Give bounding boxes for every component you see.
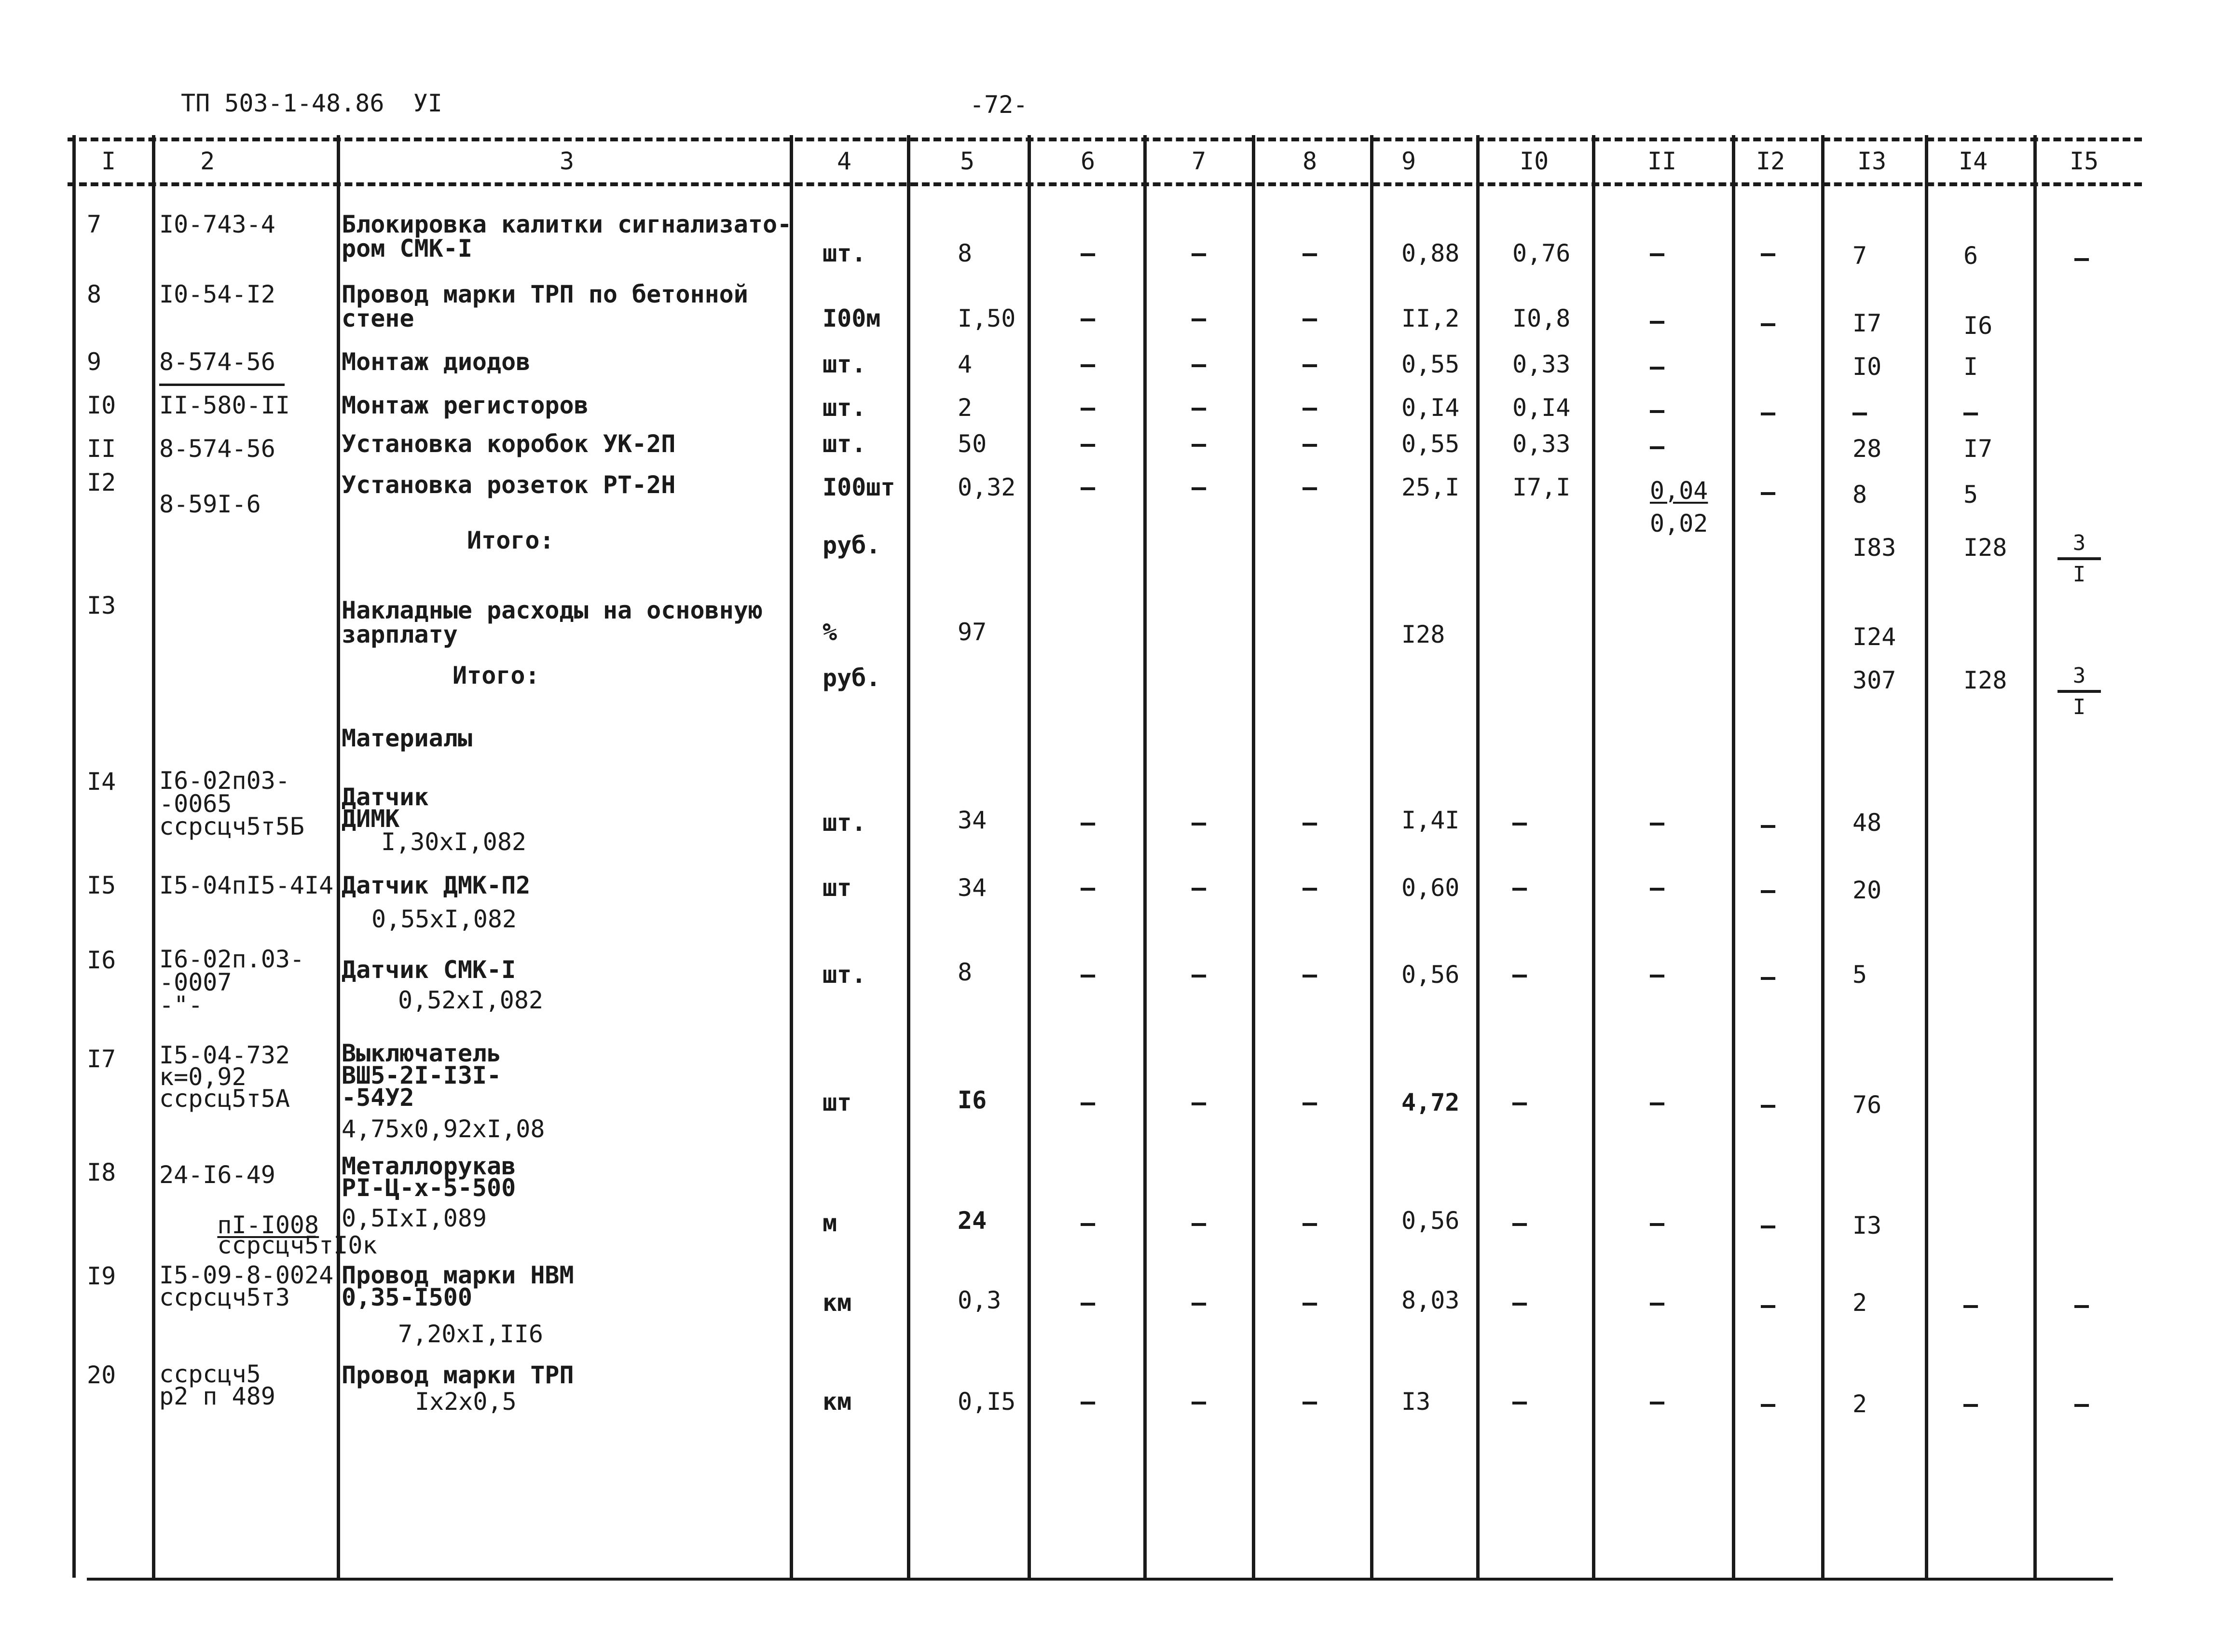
code-underline [159, 384, 285, 386]
cell-c11: – [1650, 353, 1665, 381]
cell-c13: I24 [1852, 623, 1896, 651]
cell-c11: – [1650, 961, 1665, 989]
row-number: I3 [87, 592, 116, 620]
col-line-7 [1252, 135, 1255, 1578]
column-header: 7 [1192, 147, 1207, 175]
fraction-top: 3 [2072, 531, 2086, 555]
unit: шт. [823, 430, 866, 458]
cell-c9: 0,55 [1401, 430, 1460, 458]
cell-c6: – [1081, 1388, 1096, 1416]
unit: % [823, 618, 837, 646]
cell-c6: – [1081, 874, 1096, 902]
cell-c10: – [1512, 1209, 1527, 1237]
cell-c6: – [1081, 809, 1096, 837]
cell-c15: – [2074, 244, 2089, 272]
cell-c10: 0,33 [1512, 430, 1571, 458]
norm-code: I0-54-I2 [159, 280, 275, 308]
row-number: II [87, 435, 116, 463]
quantity: I,50 [958, 304, 1016, 332]
column-header: I4 [1959, 147, 1988, 175]
cell-c8: – [1303, 1388, 1317, 1416]
column-header: II [1647, 147, 1677, 175]
norm-code: 8-574-56 [159, 435, 275, 463]
quantity: 2 [958, 394, 973, 422]
norm-code: 24-I6-49 [159, 1161, 275, 1189]
work-name: Провод марки НВМ 0,35-I500 [342, 1261, 574, 1311]
row-number: 8 [87, 280, 102, 308]
cell-c9: 0,I4 [1401, 394, 1460, 422]
col-line-9 [1476, 135, 1480, 1578]
cell-c9: 4,72 [1401, 1088, 1460, 1116]
cell-c7: – [1192, 350, 1207, 378]
col-line-8 [1370, 135, 1373, 1578]
work-name: Провод марки ТРП [342, 1361, 574, 1389]
column-header: 2 [200, 147, 215, 175]
norm-code: I0-743-4 [159, 210, 275, 238]
cell-c14: I28 [1963, 666, 2007, 694]
quantity: 50 [958, 430, 987, 458]
cell-c11: – [1650, 432, 1665, 460]
row-number: I2 [87, 468, 116, 496]
quantity: 24 [958, 1207, 987, 1235]
cell-c8: – [1303, 430, 1317, 458]
cell-c12: – [1761, 1291, 1776, 1319]
cell-c13: I83 [1852, 534, 1896, 562]
cell-c6: – [1081, 350, 1096, 378]
quantity: I6 [958, 1086, 987, 1114]
work-name-detail: 0,52хI,082 [398, 986, 544, 1014]
norm-code: I5-04-732 к=0,92 ссрсц5т5А [159, 1041, 290, 1113]
cell-c12: – [1761, 399, 1776, 427]
cell-c6: – [1081, 394, 1096, 422]
cell-c13: 7 [1852, 242, 1867, 270]
cell-c14: – [1963, 1291, 1978, 1319]
cell-c11-fraction-top: 0,04 [1650, 477, 1708, 505]
cell-c7: – [1192, 1388, 1207, 1416]
cell-c9: 25,I [1401, 473, 1460, 501]
cell-c7: – [1192, 304, 1207, 332]
quantity: 0,32 [958, 473, 1016, 501]
cell-c14: – [1963, 399, 1978, 427]
cell-c10: – [1512, 1289, 1527, 1317]
cell-c9: 0,88 [1401, 239, 1460, 267]
cell-c12: – [1761, 239, 1776, 267]
row-number: I5 [87, 871, 116, 899]
cell-c9: 0,56 [1401, 961, 1460, 989]
row-number: I7 [87, 1045, 116, 1073]
cell-c13: 20 [1852, 876, 1882, 904]
col-line-4 [907, 135, 910, 1578]
cell-c10: I0,8 [1512, 304, 1571, 332]
fraction-line [2057, 557, 2101, 560]
work-name: Блокировка калитки сигнализато- ром СМК-I [342, 210, 792, 262]
cell-c11: – [1650, 1289, 1665, 1317]
column-header: I2 [1756, 147, 1785, 175]
cell-c13: I0 [1852, 353, 1882, 381]
cell-c12: – [1761, 1211, 1776, 1239]
column-header: 6 [1081, 147, 1096, 175]
cell-c9: II,2 [1401, 304, 1460, 332]
cell-c14: – [1963, 1390, 1978, 1418]
cell-c15-fraction [2057, 663, 2101, 719]
column-header: I [101, 147, 116, 175]
cell-c6: – [1081, 1209, 1096, 1237]
column-header: I0 [1520, 147, 1549, 175]
row-number: I9 [87, 1262, 116, 1290]
quantity: 34 [958, 806, 987, 834]
norm-code: I5-09-8-0024 ссрсцч5т3 [159, 1261, 334, 1311]
price-code-top: пI-I008 [217, 1211, 319, 1239]
cell-c13: 8 [1852, 481, 1867, 509]
section-heading: Материалы [342, 724, 472, 752]
cell-c10: I7,I [1512, 473, 1571, 501]
norm-code: I5-04пI5-4I4 [159, 871, 334, 899]
cell-c7: – [1192, 961, 1207, 989]
cell-c12: – [1761, 811, 1776, 839]
cell-c14: 6 [1963, 242, 1978, 270]
table-bottom-rule [87, 1578, 2113, 1581]
cell-c13: I3 [1852, 1211, 1882, 1239]
norm-code: 8-574-56 [159, 348, 275, 376]
cell-c8: – [1303, 1088, 1317, 1116]
cell-c13: – [1852, 399, 1867, 427]
cell-c14: I7 [1963, 435, 1993, 463]
cell-c12: – [1761, 876, 1776, 904]
norm-code: II-580-II [159, 391, 290, 419]
work-name: Датчик ДМК-П2 [342, 871, 531, 899]
norm-code: ссрсцч5 р2 п 489 [159, 1360, 275, 1410]
page-number: -72- [970, 91, 1028, 119]
work-name: Накладные расходы на основную зарплату [342, 596, 763, 648]
cell-c8: – [1303, 304, 1317, 332]
document-code: ТП 503-1-48.86 УI [181, 89, 442, 117]
cell-c11: – [1650, 396, 1665, 424]
fraction-bottom: I [2072, 562, 2086, 587]
cell-c10: – [1512, 961, 1527, 989]
unit: шт. [823, 809, 866, 837]
col-line-1 [152, 135, 155, 1578]
unit: I00м [823, 304, 881, 332]
subtotal-label: Итого: [467, 526, 554, 554]
cell-c8: – [1303, 961, 1317, 989]
column-header: 4 [837, 147, 852, 175]
col-line-12 [1821, 135, 1824, 1578]
cell-c13: 2 [1852, 1289, 1867, 1317]
unit: шт. [823, 961, 866, 989]
cell-c10: – [1512, 1088, 1527, 1116]
cell-c9: 0,60 [1401, 874, 1460, 902]
cell-c9: 0,56 [1401, 1207, 1460, 1235]
cell-c9: I28 [1401, 620, 1445, 648]
norm-code: I6-02п03- -0065 ссрсцч5т5Б [159, 767, 305, 840]
cell-c10: 0,76 [1512, 239, 1571, 267]
work-name-detail: 4,75х0,92хI,08 [342, 1115, 545, 1143]
cell-c12: – [1761, 1390, 1776, 1418]
unit: км [823, 1289, 852, 1317]
unit: шт [823, 874, 852, 902]
cell-c13: I7 [1852, 309, 1882, 337]
cell-c11: – [1650, 239, 1665, 267]
cell-c11: – [1650, 874, 1665, 902]
quantity: 97 [958, 618, 987, 646]
quantity: 0,I5 [958, 1388, 1016, 1416]
cell-c8: – [1303, 1209, 1317, 1237]
quantity: 34 [958, 874, 987, 902]
cell-c13: 5 [1852, 961, 1867, 989]
cell-c6: – [1081, 239, 1096, 267]
cell-c6: – [1081, 473, 1096, 501]
cell-c8: – [1303, 350, 1317, 378]
col-line-13 [1925, 135, 1928, 1578]
cell-c7: – [1192, 1088, 1207, 1116]
unit: км [823, 1388, 852, 1416]
cell-c15-fraction [2057, 531, 2101, 587]
cell-c15: – [2074, 1291, 2089, 1319]
cell-c7: – [1192, 473, 1207, 501]
cell-c10: 0,I4 [1512, 394, 1571, 422]
cell-c7: – [1192, 809, 1207, 837]
row-number: 7 [87, 210, 102, 238]
col-line-0 [72, 135, 76, 1578]
work-name: Выключатель ВШ5-2I-I3I- -54У2 [342, 1039, 502, 1112]
cell-c12: – [1761, 1091, 1776, 1119]
cell-c8: – [1303, 1289, 1317, 1317]
cell-c13: 28 [1852, 435, 1882, 463]
row-number: I8 [87, 1158, 116, 1186]
unit: шт [823, 1088, 852, 1116]
quantity: 0,3 [958, 1286, 1001, 1314]
unit: I00шт [823, 473, 895, 501]
cell-c12: – [1761, 963, 1776, 991]
unit: руб. [823, 531, 881, 559]
unit: м [823, 1209, 837, 1237]
cell-c14: 5 [1963, 481, 1978, 509]
subtotal-label: Итого: [453, 661, 540, 689]
work-name-detail: 0,5IхI,089 [342, 1204, 487, 1232]
cell-c11: – [1650, 1388, 1665, 1416]
cell-c10: – [1512, 874, 1527, 902]
price-code-bottom: ссрсцч5тI0к [217, 1231, 377, 1259]
cell-c14: I28 [1963, 534, 2007, 562]
quantity: 8 [958, 239, 973, 267]
cell-c11: – [1650, 1209, 1665, 1237]
work-name-detail: 0,55хI,082 [371, 905, 517, 933]
cell-c14: I [1963, 353, 1978, 381]
cell-c10: 0,33 [1512, 350, 1571, 378]
col-line-3 [790, 135, 793, 1578]
row-number: I0 [87, 391, 116, 419]
cell-c10: – [1512, 809, 1527, 837]
work-name: Монтаж диодов [342, 348, 531, 376]
table-top-rule [68, 138, 2142, 141]
cell-c9: 0,55 [1401, 350, 1460, 378]
cell-c15: – [2074, 1390, 2089, 1418]
cell-c8: – [1303, 809, 1317, 837]
cell-c9: I,4I [1401, 806, 1460, 834]
norm-code: I6-02п.03- -0007 -"- [159, 945, 305, 1019]
cell-c13: 2 [1852, 1390, 1867, 1418]
cell-c6: – [1081, 1088, 1096, 1116]
work-name-detail: I,30хI,082 [381, 828, 527, 856]
col-line-2 [337, 135, 340, 1578]
column-header: 3 [560, 147, 575, 175]
fraction-bottom: I [2072, 695, 2086, 719]
work-name: Монтаж регисторов [342, 391, 589, 419]
norm-code: 8-59I-6 [159, 490, 261, 518]
cell-c6: – [1081, 430, 1096, 458]
work-name: Провод марки ТРП по бетонной стене [342, 280, 748, 332]
col-line-5 [1028, 135, 1031, 1578]
work-name-detail: 7,20хI,II6 [398, 1320, 544, 1348]
column-header: 8 [1303, 147, 1317, 175]
row-number: I4 [87, 768, 116, 796]
cell-c11: – [1650, 809, 1665, 837]
col-line-14 [2033, 135, 2037, 1578]
cell-c11: – [1650, 307, 1665, 335]
cell-c12: – [1761, 478, 1776, 506]
work-name: Датчик СМК-I [342, 956, 516, 984]
unit: шт. [823, 394, 866, 422]
cell-c10: – [1512, 1388, 1527, 1416]
column-header: I5 [2070, 147, 2099, 175]
cell-c7: – [1192, 394, 1207, 422]
cell-c7: – [1192, 239, 1207, 267]
work-name: Металлорукав РI-Ц-х-5-500 [342, 1152, 516, 1202]
row-number: I6 [87, 946, 116, 974]
quantity: 4 [958, 350, 973, 378]
cell-c13: 307 [1852, 666, 1896, 694]
column-header: 9 [1401, 147, 1416, 175]
cell-c8: – [1303, 239, 1317, 267]
cell-c14: I6 [1963, 312, 1993, 340]
fraction-top: 3 [2072, 663, 2086, 688]
cell-c7: – [1192, 430, 1207, 458]
cell-c7: – [1192, 1209, 1207, 1237]
work-name: Установка коробок УК-2П [342, 430, 676, 458]
cell-c7: – [1192, 874, 1207, 902]
quantity: 8 [958, 958, 973, 986]
work-name-detail: Iх2х0,5 [415, 1388, 517, 1416]
unit: руб. [823, 664, 881, 692]
cell-c6: – [1081, 1289, 1096, 1317]
cell-c11-fraction-bottom: 0,02 [1650, 509, 1708, 537]
fraction-line [2057, 690, 2101, 693]
col-line-10 [1592, 135, 1595, 1578]
cell-c6: – [1081, 304, 1096, 332]
cell-c13: 76 [1852, 1091, 1882, 1119]
column-header: 5 [960, 147, 975, 175]
row-number: 20 [87, 1361, 116, 1389]
cell-c6: – [1081, 961, 1096, 989]
cell-c9: I3 [1401, 1388, 1431, 1416]
row-number: 9 [87, 348, 102, 376]
work-name: Установка розеток РТ-2Н [342, 471, 676, 499]
col-line-11 [1732, 135, 1735, 1578]
unit: шт. [823, 350, 866, 378]
column-header: I3 [1857, 147, 1887, 175]
cell-c13: 48 [1852, 809, 1882, 837]
col-line-6 [1143, 135, 1147, 1578]
cell-c8: – [1303, 394, 1317, 422]
cell-c11: – [1650, 1088, 1665, 1116]
cell-c7: – [1192, 1289, 1207, 1317]
work-name: Датчик ДИМК [342, 783, 429, 833]
cell-c8: – [1303, 473, 1317, 501]
cell-c12: – [1761, 309, 1776, 337]
header-bottom-rule [68, 182, 2142, 186]
cell-c8: – [1303, 874, 1317, 902]
unit: шт. [823, 239, 866, 267]
cell-c9: 8,03 [1401, 1286, 1460, 1314]
